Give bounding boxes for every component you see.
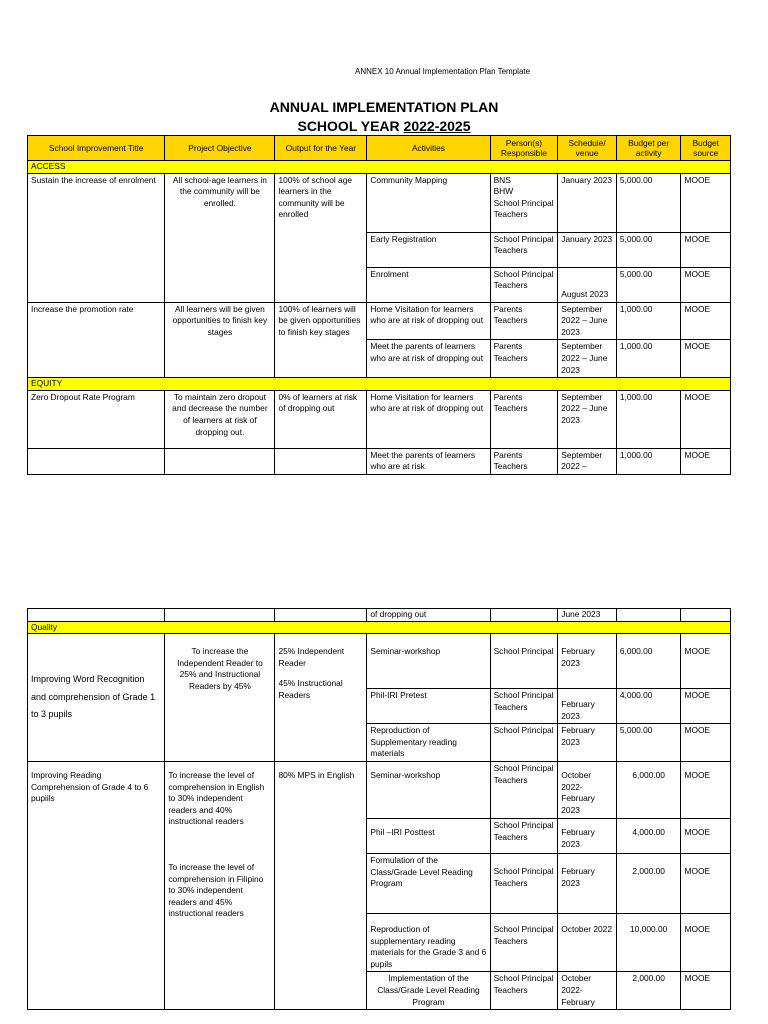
persons-responsible: School Principal Teachers [490, 232, 558, 267]
budget-source: MOOE [681, 724, 731, 762]
output-for-year: 100% of learners will be given opportunities to finish key stages [275, 302, 367, 378]
budget: 1,000.00 [616, 390, 681, 448]
col-header: Budget per activity [616, 136, 681, 161]
budget-source: MOOE [681, 340, 731, 378]
activity: of dropping out [367, 609, 490, 622]
budget: 5,000.00 [616, 232, 681, 267]
activity: Community Mapping [367, 173, 490, 232]
activity: Reproduction of supplementary reading materials for the Grade 3 and 6 pupils [367, 913, 490, 971]
persons-responsible: School Principal Teachers [490, 853, 558, 913]
schedule: January 2023 [558, 173, 617, 232]
persons-responsible: School Principal Teachers [490, 818, 558, 853]
schedule: February 2023 [558, 634, 617, 689]
schedule: September 2022 – June 2023 [558, 390, 617, 448]
schedule: January 2023 [558, 232, 617, 267]
budget-source: MOOE [681, 448, 731, 474]
school-year-prefix: SCHOOL YEAR [297, 118, 404, 134]
persons-responsible: Parents Teachers [490, 302, 558, 340]
budget-source: MOOE [681, 232, 731, 267]
persons-responsible: Parents Teachers [490, 448, 558, 474]
output-instructional: 45% Instructional Readers [278, 678, 343, 700]
budget: 1,000.00 [616, 448, 681, 474]
project-objective: All learners will be given opportunities to finish key stages [165, 302, 275, 378]
col-header: Output for the Year [275, 136, 367, 161]
budget-source: MOOE [681, 302, 731, 340]
budget: 5,000.00 [616, 267, 681, 302]
persons-responsible: BNS BHW School Principal Teachers [490, 173, 558, 232]
budget-source: MOOE [681, 913, 731, 971]
persons-responsible: School Principal Teachers [490, 913, 558, 971]
activity: Reproduction of Supplementary reading materials [367, 724, 490, 762]
output-for-year [275, 634, 367, 762]
school-year-value: 2022-2025 [403, 118, 471, 134]
budget: 10,000.00 [616, 913, 681, 971]
col-header: Project Objective [165, 136, 275, 161]
budget: 2,000.00 [616, 972, 681, 1010]
project-objective [165, 761, 275, 1009]
empty-cell [275, 609, 367, 622]
schedule: February 2023 [558, 853, 617, 913]
empty-cell [28, 609, 165, 622]
budget: 4,000.00 [616, 818, 681, 853]
persons-responsible: School Principal Teachers [490, 761, 558, 818]
table-row [28, 609, 731, 622]
school-year-heading [0, 118, 768, 134]
activity: Implementation of the Class/Grade Level Reading Program [367, 972, 490, 1010]
project-objective: To increase the Independent Reader to 25% and Instructional Readers by 45% [165, 634, 275, 762]
activity: Meet the parents of learners who are at risk of dropping out [367, 340, 490, 378]
budget-source: MOOE [681, 761, 731, 818]
budget-source: MOOE [681, 390, 731, 448]
budget: 1,000.00 [616, 302, 681, 340]
budget: 6,000.00 [616, 761, 681, 818]
output-for-year: 100% of school age learners in the community will be enrolled [275, 173, 367, 302]
empty-cell [681, 609, 731, 622]
implementation-plan-table [27, 135, 731, 475]
empty-cell [165, 609, 275, 622]
schedule: June 2023 [558, 609, 617, 622]
persons-responsible: Parents Teachers [490, 340, 558, 378]
persons-responsible: Parents Teachers [490, 390, 558, 448]
budget: 5,000.00 [616, 724, 681, 762]
col-header: Activities [367, 136, 490, 161]
activity: Home Visitation for learners who are at risk of dropping out [367, 390, 490, 448]
empty-cell [275, 448, 367, 474]
section-label: Quality [28, 621, 731, 634]
col-header: Budget source [681, 136, 731, 161]
activity: Phil –IRI Posttest [367, 818, 490, 853]
objective-filipino: To increase the level of comprehension in Filipino to 30% independent readers and 45% instructional readers [168, 861, 264, 919]
budget: 5,000.00 [616, 173, 681, 232]
table-row [28, 173, 731, 232]
output-for-year: 0% of learners at risk of dropping out [275, 390, 367, 448]
budget-source: MOOE [681, 173, 731, 232]
schedule: October 2022-February [558, 972, 617, 1010]
activity: Seminar-workshop [367, 634, 490, 689]
budget-source: MOOE [681, 972, 731, 1010]
activity: Seminar-workshop [367, 761, 490, 818]
budget: 6,000.00 [616, 634, 681, 689]
section-label: EQUITY [28, 378, 731, 391]
project-objective: To maintain zero dropout and decrease the number of learners at risk of dropping out. [165, 390, 275, 448]
section-label: ACCESS [28, 161, 731, 174]
section-row-equity [28, 378, 731, 391]
output-independent: 25% Independent Reader [278, 646, 345, 668]
section-row-quality [28, 621, 731, 634]
activity: Early Registration [367, 232, 490, 267]
improvement-title: Increase the promotion rate [28, 302, 165, 378]
output-for-year: 80% MPS in English [275, 761, 367, 1009]
improvement-title: Zero Dropout Rate Program [28, 390, 165, 448]
budget-source: MOOE [681, 689, 731, 724]
schedule: September 2022 – June 2023 [558, 340, 617, 378]
annex-label: ANNEX 10 Annual Implementation Plan Template [355, 67, 531, 76]
persons-responsible: School Principal [490, 634, 558, 689]
empty-cell [165, 448, 275, 474]
budget: 2,000.00 [616, 853, 681, 913]
objective-english: To increase the level of comprehension in English to 30% independent readers and 40% instructional readers [168, 769, 265, 827]
budget: 1,000.00 [616, 340, 681, 378]
persons-responsible: School Principal [490, 724, 558, 762]
schedule: October 2022 [558, 913, 617, 971]
persons-responsible: School Principal Teachers [490, 972, 558, 1010]
budget-source: MOOE [681, 634, 731, 689]
empty-cell [490, 609, 558, 622]
activity: Meet the parents of learners who are at risk [367, 448, 490, 474]
persons-responsible: School Principal Teachers [490, 267, 558, 302]
activity: Enrolment [367, 267, 490, 302]
activity: Home Visitation for learners who are at risk of dropping out [367, 302, 490, 340]
schedule: October 2022-February 2023 [558, 761, 617, 818]
schedule: February 2023 [558, 724, 617, 762]
table-row [28, 302, 731, 340]
col-header: School Improvement Title [28, 136, 165, 161]
schedule: February 2023 [558, 689, 617, 724]
schedule: September 2022 – [558, 448, 617, 474]
persons-responsible: School Principal Teachers [490, 689, 558, 724]
table-row [28, 634, 731, 689]
section-row-access [28, 161, 731, 174]
col-header: Schedule/ venue [558, 136, 617, 161]
project-objective: All school-age learners in the community will be enrolled. [165, 173, 275, 302]
budget-source: MOOE [681, 818, 731, 853]
activity: Phil-IRI Pretest [367, 689, 490, 724]
table-row [28, 448, 731, 474]
implementation-plan-table-continued [27, 608, 731, 1010]
schedule: August 2023 [558, 267, 617, 302]
document-title: ANNUAL IMPLEMENTATION PLAN [269, 99, 499, 115]
improvement-title: Improving Word Recognition and comprehension of Grade 1 to 3 pupils [28, 634, 165, 762]
activity: Formulation of the Class/Grade Level Reading Program [367, 853, 490, 913]
budget-source: MOOE [681, 267, 731, 302]
table-header-row [28, 136, 731, 161]
improvement-title: Sustain the increase of enrolment [28, 173, 165, 302]
improvement-title: Improving Reading Comprehension of Grade 4 to 6 pupiils [28, 761, 165, 1009]
empty-cell [28, 448, 165, 474]
col-header: Person(s) Responsible [490, 136, 558, 161]
empty-cell [616, 609, 681, 622]
table-row [28, 390, 731, 448]
schedule: February 2023 [558, 818, 617, 853]
table-row [28, 761, 731, 818]
schedule: September 2022 – June 2023 [558, 302, 617, 340]
budget-source: MOOE [681, 853, 731, 913]
budget: 4,000.00 [616, 689, 681, 724]
